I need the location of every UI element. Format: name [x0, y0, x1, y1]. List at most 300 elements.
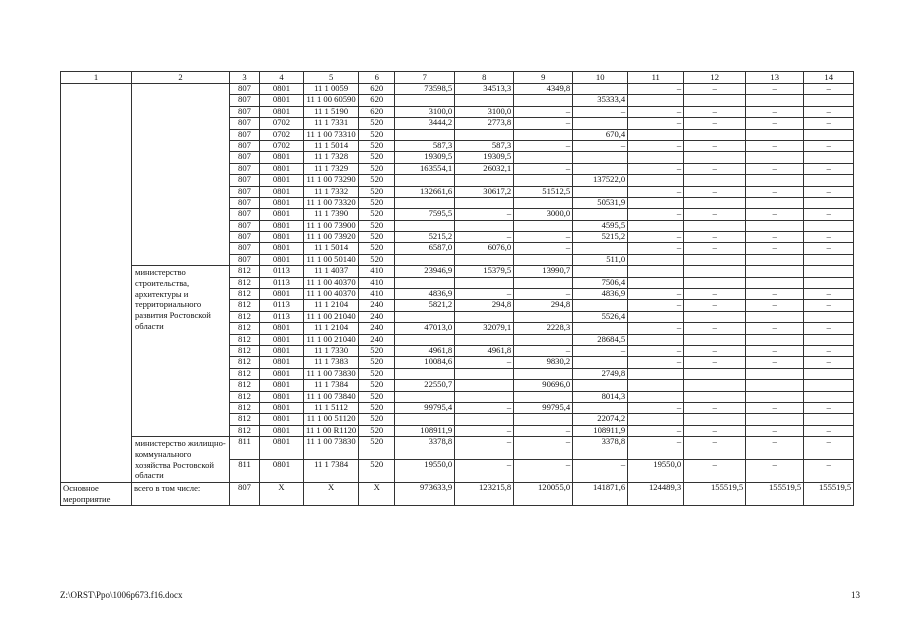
table-cell	[573, 209, 628, 220]
table-cell: 6587,0	[395, 243, 455, 254]
table-cell: –	[455, 232, 514, 243]
table-cell: –	[628, 402, 684, 413]
table-cell: –	[514, 289, 573, 300]
table-cell: 807	[230, 106, 260, 117]
table-cell	[628, 254, 684, 265]
table-cell: 0801	[260, 84, 304, 95]
table-cell	[573, 380, 628, 391]
table-cell: 807	[230, 209, 260, 220]
table-cell	[804, 368, 854, 379]
column-number-row	[61, 72, 854, 84]
table-cell: –	[628, 106, 684, 117]
table-cell: –	[684, 425, 746, 436]
table-cell	[628, 152, 684, 163]
table-cell: –	[514, 437, 573, 460]
table-cell: –	[628, 300, 684, 311]
table-cell: 520	[359, 437, 395, 460]
table-cell: 11 1 2104	[304, 323, 359, 334]
table-cell: –	[746, 106, 804, 117]
table-cell: 4349,8	[514, 84, 573, 95]
table-cell: 11 1 7383	[304, 357, 359, 368]
table-cell	[628, 380, 684, 391]
table-cell: –	[628, 323, 684, 334]
col-header: 7	[395, 72, 455, 84]
table-cell	[395, 220, 455, 231]
table-cell: 11 1 00 40370	[304, 289, 359, 300]
table-cell: 132661,6	[395, 186, 455, 197]
table-cell: 587,3	[455, 140, 514, 151]
table-cell: –	[628, 437, 684, 460]
table-cell: 807	[230, 186, 260, 197]
table-cell: –	[628, 84, 684, 95]
table-cell: 28684,5	[573, 334, 628, 345]
table-cell: –	[684, 232, 746, 243]
table-cell: 0801	[260, 357, 304, 368]
table-cell: 0801	[260, 106, 304, 117]
table-cell: 0801	[260, 163, 304, 174]
table-cell: 807	[230, 118, 260, 129]
table-cell: –	[804, 425, 854, 436]
table-cell	[455, 380, 514, 391]
table-cell	[628, 391, 684, 402]
col-header: 5	[304, 72, 359, 84]
table-cell: –	[628, 243, 684, 254]
table-cell: –	[684, 163, 746, 174]
table-cell: 587,3	[395, 140, 455, 151]
table-cell	[514, 220, 573, 231]
table-cell: –	[455, 460, 514, 483]
table-cell	[395, 368, 455, 379]
table-cell: –	[628, 425, 684, 436]
col-header: 1	[61, 72, 132, 84]
table-cell: 5526,4	[573, 311, 628, 322]
table-cell: –	[514, 243, 573, 254]
table-cell: 807	[230, 175, 260, 186]
table-cell: –	[804, 118, 854, 129]
table-cell: 3000,0	[514, 209, 573, 220]
table-cell: 3378,8	[573, 437, 628, 460]
table-cell	[573, 163, 628, 174]
table-cell: –	[455, 402, 514, 413]
total-cell: X	[304, 483, 359, 505]
table-cell: 807	[230, 95, 260, 106]
table-cell: 807	[230, 152, 260, 163]
table-cell	[628, 311, 684, 322]
table-cell	[804, 266, 854, 277]
table-cell: –	[573, 106, 628, 117]
table-cell: 807	[230, 129, 260, 140]
table-cell: 3378,8	[395, 437, 455, 460]
table-cell	[395, 334, 455, 345]
table-cell	[746, 266, 804, 277]
table-cell: –	[804, 243, 854, 254]
table-cell	[804, 197, 854, 208]
table-cell	[684, 129, 746, 140]
table-cell	[395, 391, 455, 402]
table-cell: 23946,9	[395, 266, 455, 277]
total-cell: 124489,3	[628, 483, 684, 505]
table-cell: 11 1 5014	[304, 140, 359, 151]
table-cell	[804, 277, 854, 288]
table-cell: –	[804, 106, 854, 117]
table-cell: 11 1 00 50140	[304, 254, 359, 265]
table-cell: –	[684, 460, 746, 483]
table-cell: 30617,2	[455, 186, 514, 197]
table-cell: 520	[359, 175, 395, 186]
table-cell: –	[804, 186, 854, 197]
table-cell: 807	[230, 232, 260, 243]
table-cell: 32079,1	[455, 323, 514, 334]
table-cell	[628, 175, 684, 186]
table-cell: 163554,1	[395, 163, 455, 174]
table-cell	[804, 152, 854, 163]
table-cell	[455, 414, 514, 425]
table-cell: 26032,1	[455, 163, 514, 174]
table-cell	[573, 243, 628, 254]
table-cell: –	[684, 243, 746, 254]
table-cell: 410	[359, 266, 395, 277]
table-cell: –	[628, 140, 684, 151]
table-cell: 11 1 7332	[304, 186, 359, 197]
table-cell: 511,0	[573, 254, 628, 265]
table-cell: 520	[359, 425, 395, 436]
table-cell	[628, 414, 684, 425]
total-cell: 123215,8	[455, 483, 514, 505]
table-cell: –	[628, 163, 684, 174]
table-cell	[514, 254, 573, 265]
table-cell	[804, 414, 854, 425]
table-cell: 0801	[260, 425, 304, 436]
table-cell	[455, 334, 514, 345]
table-cell: 4961,8	[395, 345, 455, 356]
table-cell	[684, 414, 746, 425]
table-cell: 520	[359, 129, 395, 140]
table-cell: –	[684, 84, 746, 95]
table-cell: 108911,9	[573, 425, 628, 436]
table-cell	[395, 197, 455, 208]
table-cell	[684, 175, 746, 186]
table-cell: 11 1 4037	[304, 266, 359, 277]
table-cell: 520	[359, 357, 395, 368]
table-cell: –	[514, 345, 573, 356]
table-cell: –	[684, 289, 746, 300]
table-cell: –	[804, 140, 854, 151]
table-cell	[514, 368, 573, 379]
table-cell: –	[684, 118, 746, 129]
total-cell: 141871,6	[573, 483, 628, 505]
table-cell: 51512,5	[514, 186, 573, 197]
table-cell: 11 1 0059	[304, 84, 359, 95]
table-cell: 811	[230, 437, 260, 460]
table-cell: 11 1 00 73920	[304, 232, 359, 243]
table-cell: 520	[359, 380, 395, 391]
footer-page-number: 13	[851, 590, 860, 600]
table-cell: 520	[359, 414, 395, 425]
table-cell: –	[455, 357, 514, 368]
table-cell: 11 1 00 73830	[304, 437, 359, 460]
table-cell: 22074,2	[573, 414, 628, 425]
table-cell: 11 1 00 73900	[304, 220, 359, 231]
table-cell: –	[628, 232, 684, 243]
table-cell	[628, 129, 684, 140]
table-cell: 0801	[260, 460, 304, 483]
table-cell: 11 1 00 73290	[304, 175, 359, 186]
table-cell	[514, 311, 573, 322]
table-cell	[514, 152, 573, 163]
table-cell: –	[746, 402, 804, 413]
table-cell: –	[804, 402, 854, 413]
table-cell: 19550,0	[395, 460, 455, 483]
table-cell	[573, 152, 628, 163]
table-cell: 11 1 00 73830	[304, 368, 359, 379]
table-cell	[514, 95, 573, 106]
table-cell	[455, 197, 514, 208]
table-cell: 520	[359, 368, 395, 379]
table-cell: 812	[230, 266, 260, 277]
table-cell: 11 1 7329	[304, 163, 359, 174]
table-cell: 8014,3	[573, 391, 628, 402]
table-cell: –	[573, 345, 628, 356]
table-cell: 99795,4	[514, 402, 573, 413]
table-cell: 11 1 00 73840	[304, 391, 359, 402]
table-cell: 0801	[260, 368, 304, 379]
table-cell: –	[514, 460, 573, 483]
table-cell: 520	[359, 232, 395, 243]
table-cell: 240	[359, 334, 395, 345]
table-cell	[573, 84, 628, 95]
table-cell: 0702	[260, 118, 304, 129]
table-cell	[514, 175, 573, 186]
table-cell: 11 1 00 51120	[304, 414, 359, 425]
table-cell: –	[628, 345, 684, 356]
table-cell	[455, 175, 514, 186]
table-cell	[573, 186, 628, 197]
table-cell	[628, 277, 684, 288]
table-cell: 0113	[260, 311, 304, 322]
table-cell: 620	[359, 84, 395, 95]
table-cell: –	[684, 437, 746, 460]
table-cell: 7595,5	[395, 209, 455, 220]
table-cell: –	[684, 357, 746, 368]
table-cell: 11 1 00 21040	[304, 311, 359, 322]
col-header: 11	[628, 72, 684, 84]
table-cell: –	[746, 186, 804, 197]
table-cell: 811	[230, 460, 260, 483]
table-cell: 0801	[260, 175, 304, 186]
table-row	[61, 437, 854, 460]
table-cell: –	[514, 118, 573, 129]
table-cell	[804, 254, 854, 265]
table-cell	[395, 254, 455, 265]
table-cell: 4961,8	[455, 345, 514, 356]
table-cell: –	[746, 357, 804, 368]
table-cell	[628, 368, 684, 379]
table-cell: 73598,5	[395, 84, 455, 95]
table-cell: –	[746, 300, 804, 311]
table-cell	[804, 220, 854, 231]
table-cell: 2749,8	[573, 368, 628, 379]
table-cell: 15379,5	[455, 266, 514, 277]
table-cell	[628, 197, 684, 208]
table-cell: 11 1 00 73320	[304, 197, 359, 208]
table-cell	[455, 311, 514, 322]
table-cell: 410	[359, 289, 395, 300]
table-cell	[804, 334, 854, 345]
table-cell: –	[684, 402, 746, 413]
table-cell: 240	[359, 311, 395, 322]
table-cell	[514, 414, 573, 425]
table-cell	[804, 380, 854, 391]
budget-table	[60, 71, 854, 506]
table-cell: –	[804, 437, 854, 460]
table-cell: 812	[230, 345, 260, 356]
table-cell: 0801	[260, 209, 304, 220]
table-cell	[514, 277, 573, 288]
table-cell: 807	[230, 254, 260, 265]
table-cell: 0801	[260, 254, 304, 265]
total-cell: 155519,5	[804, 483, 854, 505]
table-cell	[455, 254, 514, 265]
table-cell: 0801	[260, 220, 304, 231]
table-cell: –	[684, 106, 746, 117]
table-cell: 11 1 00 73310	[304, 129, 359, 140]
table-cell: 240	[359, 300, 395, 311]
col-header: 4	[260, 72, 304, 84]
table-cell: 11 1 5014	[304, 243, 359, 254]
table-body	[61, 72, 854, 506]
table-cell: 90696,0	[514, 380, 573, 391]
table-cell	[746, 414, 804, 425]
table-cell	[804, 311, 854, 322]
table-cell: 0801	[260, 437, 304, 460]
table-cell	[573, 300, 628, 311]
table-cell: 410	[359, 277, 395, 288]
table-cell: 11 1 2104	[304, 300, 359, 311]
table-cell: –	[684, 323, 746, 334]
table-cell: –	[804, 232, 854, 243]
table-cell: –	[746, 345, 804, 356]
total-cell: X	[260, 483, 304, 505]
total-label-cell: Основное мероприятие	[61, 483, 132, 505]
table-cell	[628, 95, 684, 106]
table-cell: –	[455, 209, 514, 220]
table-cell: 3100,0	[395, 106, 455, 117]
table-cell: –	[684, 345, 746, 356]
table-cell: 812	[230, 289, 260, 300]
table-cell: –	[746, 460, 804, 483]
executor-cell: министерство жилищно-коммунального хозяйства Ростовской области	[132, 437, 230, 483]
table-cell: 812	[230, 357, 260, 368]
col-header: 12	[684, 72, 746, 84]
table-cell: –	[514, 232, 573, 243]
table-cell: 0801	[260, 334, 304, 345]
table-cell: 0702	[260, 129, 304, 140]
table-cell: 10084,6	[395, 357, 455, 368]
table-cell: 520	[359, 243, 395, 254]
table-cell: 0113	[260, 277, 304, 288]
table-cell: 4836,9	[573, 289, 628, 300]
table-cell: 35333,4	[573, 95, 628, 106]
table-cell	[804, 129, 854, 140]
table-cell: –	[804, 163, 854, 174]
table-cell	[514, 391, 573, 402]
table-cell: –	[514, 106, 573, 117]
table-cell	[746, 129, 804, 140]
table-cell	[395, 95, 455, 106]
table-cell: 0801	[260, 95, 304, 106]
table-cell: 0113	[260, 266, 304, 277]
table-cell: –	[455, 437, 514, 460]
table-cell: 0801	[260, 243, 304, 254]
total-cell: 120055,0	[514, 483, 573, 505]
col-header: 6	[359, 72, 395, 84]
table-cell: 807	[230, 84, 260, 95]
col-header: 13	[746, 72, 804, 84]
table-cell	[746, 152, 804, 163]
table-cell	[514, 334, 573, 345]
table-cell: 0801	[260, 391, 304, 402]
table-cell: –	[514, 425, 573, 436]
table-cell: 4595,5	[573, 220, 628, 231]
table-cell: 13990,7	[514, 266, 573, 277]
table-cell: 0801	[260, 414, 304, 425]
table-cell: 807	[230, 163, 260, 174]
table-cell: 294,8	[455, 300, 514, 311]
table-cell: 520	[359, 345, 395, 356]
table-cell: 0702	[260, 140, 304, 151]
table-cell: –	[684, 300, 746, 311]
col-header: 14	[804, 72, 854, 84]
table-cell	[455, 95, 514, 106]
table-cell: 11 1 00 60590	[304, 95, 359, 106]
table-cell: 812	[230, 425, 260, 436]
table-cell: 19309,5	[395, 152, 455, 163]
table-cell	[746, 311, 804, 322]
col-header: 9	[514, 72, 573, 84]
table-cell: 812	[230, 300, 260, 311]
table-cell: 5821,2	[395, 300, 455, 311]
table-cell: –	[684, 209, 746, 220]
table-cell: 812	[230, 391, 260, 402]
table-cell: –	[684, 186, 746, 197]
table-cell	[573, 402, 628, 413]
table-cell	[804, 95, 854, 106]
total-cell: X	[359, 483, 395, 505]
table-cell: –	[746, 437, 804, 460]
table-cell: 520	[359, 118, 395, 129]
table-cell: 3100,0	[455, 106, 514, 117]
table-cell	[684, 220, 746, 231]
table-cell	[395, 129, 455, 140]
table-cell: –	[514, 163, 573, 174]
table-cell	[684, 391, 746, 402]
table-cell: 520	[359, 197, 395, 208]
table-cell: –	[804, 345, 854, 356]
table-cell	[455, 391, 514, 402]
table-cell: 11 1 00 40370	[304, 277, 359, 288]
table-cell	[746, 380, 804, 391]
table-cell	[746, 220, 804, 231]
table-cell	[684, 334, 746, 345]
table-cell: 812	[230, 402, 260, 413]
table-cell: –	[804, 84, 854, 95]
table-cell: 520	[359, 140, 395, 151]
col-header: 2	[132, 72, 230, 84]
col-header: 3	[230, 72, 260, 84]
table-cell: –	[746, 84, 804, 95]
table-cell	[514, 129, 573, 140]
table-cell	[804, 175, 854, 186]
